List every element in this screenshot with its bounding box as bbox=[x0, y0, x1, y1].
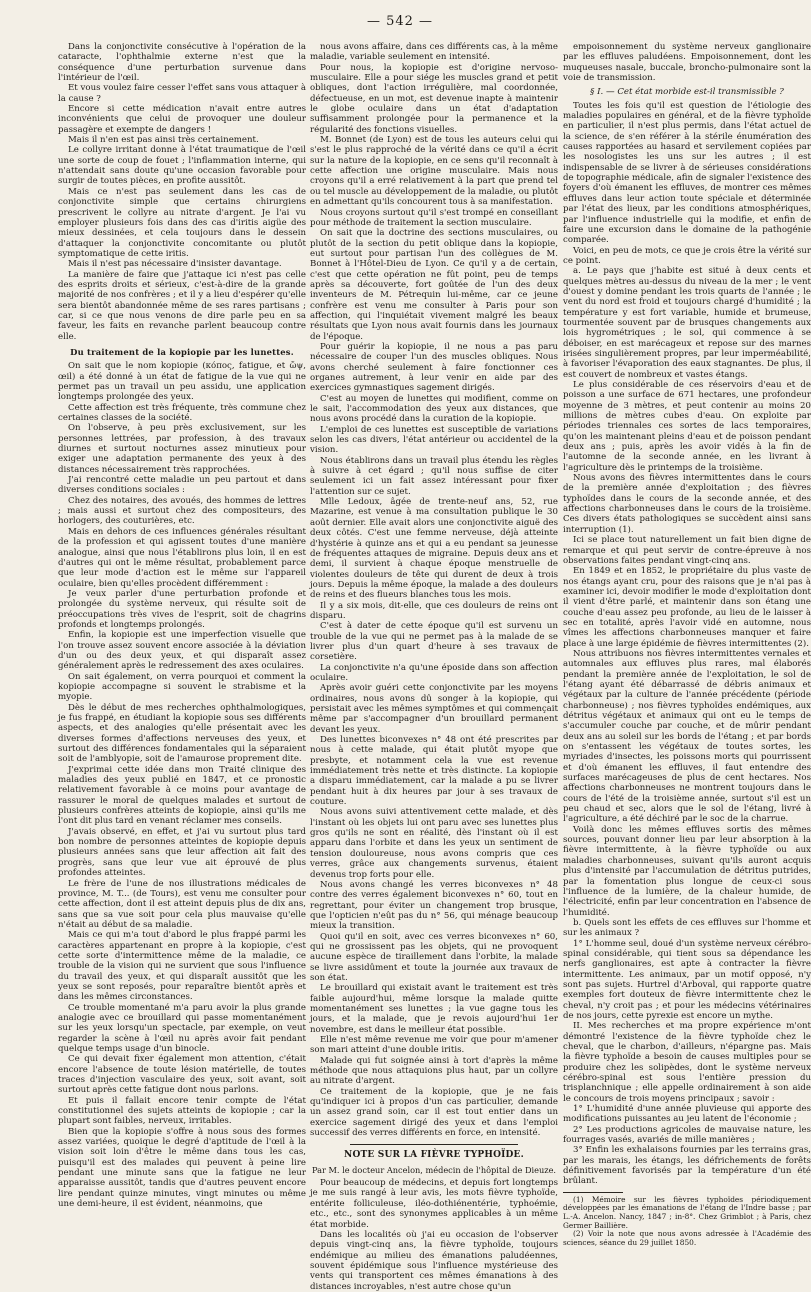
paragraph: Bien que la kopiopie s'offre à nous sous des formes assez variées, quoique le degré d'aptitude de l'œil à la vision soit loin d'être le même dans tous les cas, puisqu'il est des malades qui peuvent à peine lire pendant une minute sans que la fatigue ne leur apparaisse aussitôt, tandis que d'autres peuvent encore lire pendant quinze minutes, vingt minutes ou même une demi-heure, il est évident, néanmoins, que bbox=[58, 1126, 306, 1210]
paragraph: Le plus considérable de ces réservoirs d'eau et de poisson a une surface de 671 hectares, une profondeur moyenne de 3 mètres, et peut contenir au moins 20 millions de mètres cubes d'eau. On exploite par périodes triennales ces sortes de lacs temporaires, qu'on les maintenant pleins d'eau et de poisson pendant deux ans ; puis, après les avoir vidés à la fin de l'automne de la seconde année, en les livrant à l'agriculture dès le printemps de la troisième. bbox=[563, 380, 811, 473]
paragraph: 1° L'humidité d'une année pluvieuse qui apporte des modifications puissantes au jeu latent de l'économie ; bbox=[563, 1104, 811, 1125]
paragraph: Je veux parler d'une perturbation profonde et prolongée du système nerveux, qui résulte soit de préoccupations très vives de l'esprit, soit de chagrins profonds et longtemps prolongés. bbox=[58, 588, 306, 630]
page-number: — 542 — bbox=[366, 14, 434, 29]
section-divider bbox=[350, 1144, 518, 1145]
paragraph: Encore si cette médication n'avait entre autres inconvénients que celui de provoquer une douleur passagère et exempte de dangers ! bbox=[58, 104, 306, 135]
paragraph: Enfin, la kopiopie est une imperfection visuelle que l'on trouve assez souvent encore associée à la déviation d'un ou des deux yeux, et qui disparaît assez généralement après le redressement des axes oculaires. bbox=[58, 630, 306, 672]
paragraph: Voici, en peu de mots, ce que je crois être la vérité sur ce point. bbox=[563, 245, 811, 266]
footnotes bbox=[563, 1196, 811, 1248]
paragraph: Ce trouble momentané m'a paru avoir la plus grande analogie avec ce brouillard qui passe momentanément sur les yeux lorsqu'un spectacle, par exemple, on veut regarder la scène à l'œil nu après avoir fait pendant quelque temps usage d'un binocle. bbox=[58, 1002, 306, 1054]
paragraph: Il y a six mois, dit-elle, que ces douleurs de reins ont disparu. bbox=[310, 600, 558, 621]
paragraph: C'est au moyen de lunettes qui modifient, comme on le sait, l'accommodation des yeux aux distances, que nous avons procédé dans la curation de la kopiopie. bbox=[310, 393, 558, 425]
subsection-heading-transmissible: § I. — Cet état morbide est-il transmissible ? bbox=[590, 87, 784, 98]
paragraph: On l'observe, à peu près exclusivement, sur les personnes lettrées, par profession, à des travaux diurnes et surtout nocturnes assez minutieux pour exiger une adaptation permanente des yeux à des distances nécessairement très rapprochées. bbox=[58, 423, 306, 475]
paragraph: Malade qui fut soignée ainsi à tort d'après la même méthode que nous attaquions plus haut, par un collyre au nitrate d'argent. bbox=[310, 1055, 558, 1087]
paragraph: Mais ce qui m'a tout d'abord le plus frappé parmi les caractères appartenant en propre à la kopiopie, c'est cette sorte d'intermittence même de la maladie, ce trouble de la vision qui ne survient que sous l'influence du travail des yeux, et qui disparaît aussitôt que les yeux se sont reposés, pour reparaître bientôt après et dans les mêmes circonstances. bbox=[58, 930, 306, 1003]
section-heading-kopiopie: Du traitement de la kopiopie par les lunettes. bbox=[70, 346, 294, 357]
paragraph: On sait également, on verra pourquoi et comment la kopiopie accompagne si souvent le strabisme et la myopie. bbox=[58, 671, 306, 703]
paragraph: Dans la conjonctivite consécutive à l'opération de la cataracte, l'ophthalmie externe n'est que la conséquence d'une perturbation survenue dans l'intérieur de l'œil. bbox=[58, 42, 306, 84]
paragraph: Ce qui devait fixer également mon attention, c'était encore l'absence de toute lésion matérielle, de toutes traces d'injection vasculaire des yeux, soit avant, soit surtout après cette fatigue dont nous parlons. bbox=[58, 1054, 306, 1096]
paragraph: En 1849 et en 1852, le propriétaire du plus vaste de nos étangs ayant cru, pour des raisons que je n'ai pas à examiner ici, devoir modifier le mode d'exploitation dont il vient d'être parlé, et maintenir dans son étang une couche d'eau assez peu profonde, au lieu de le laisser à sec en totalité, après l'avoir vidé en automne, nous vîmes les affections charbonneuses manquer et faire place à une large épidémie de fièvres intermittentes (2). bbox=[563, 566, 811, 649]
paragraph: Après avoir guéri cette conjonctivite par les moyens ordinaires, nous avons dû songer à la kopiopie, qui persistait avec les mêmes symptômes et qui commençait même par s'accompagner d'un brouillard permanent devant les yeux. bbox=[310, 683, 558, 735]
paragraph: Mais ce n'est pas seulement dans les cas de conjonctivite simple que certains chirurgiens prescrivent le collyre au nitrate d'argent. Je l'ai vu employer plusieurs fois dans des cas d'iritis aigüe des mieux dessinées, et cela toujours dans le dessein d'attaquer la conjonctivite concomitante ou plutôt symptomatique de cette iritis. bbox=[58, 186, 306, 259]
column-left bbox=[58, 42, 306, 1210]
paragraph: empoisonnement du système nerveux ganglionaire par les effluves paludéens. Empoisonnement, dont les muqueuses nasale, buccale, broncho-pulmonaire sont la voie de transmission. bbox=[563, 42, 811, 84]
column-middle bbox=[310, 42, 558, 1292]
paragraph: (1) Mémoire sur les fièvres typhoïdes périodiquement développées par les émanations de l'étang de l'Indre basse ; par L.-A. Ancelon. Nancy, 1847 ; in-8°. Chez Grimblot ; à Paris, chez Germer Baillière. bbox=[563, 1194, 811, 1230]
paragraph: Nous établirons dans un travail plus étendu les règles à suivre à cet égard ; qu'il nous suffise de citer seulement ici un fait assez intéressant pour fixer l'attention sur ce sujet. bbox=[310, 455, 558, 497]
paragraph: Nous avons des fièvres intermittentes dans le cours de la première année d'exploitation ; des fièvres typhoïdes dans le cours de la seconde année, et des affections charbonneuses dans le cours de la troisième. Ces divers états pathologiques se succèdent ainsi sans interruption (1). bbox=[563, 473, 811, 535]
paragraph: On sait que la doctrine des sections musculaires, ou plutôt de la section du petit oblique dans la kopiopie, eut surtout pour partisan l'un des collègues de M. Bonnet à l'Hôtel-Dieu de Lyon. Ce qu'il y a de certain, c'est que cette opération ne fût point, peu de temps après sa découverte, fort goûtée de l'un des deux inventeurs de M. Pétrequin lui-même, car ce jeune confrère est venu me consulter à Paris pour son affection, qui l'inquiétait vivement malgré les beaux résultats que Lyon nous avait fournis dans les journaux de l'époque. bbox=[310, 228, 558, 342]
col1-top-text bbox=[58, 42, 306, 342]
paragraph: (2) Voir la note que nous avons adressée à l'Académie des sciences, séance du 29 juillet 1850. bbox=[563, 1229, 811, 1247]
paragraph: Mais il n'est pas nécessaire d'insister davantage. bbox=[68, 259, 282, 270]
paragraph: Pour nous, la kopiopie est d'origine nervoso-musculaire. Elle a pour siége les muscles grand et petit obliques, dont l'action irrégulière, mal coordonnée, défectueuse, en un mot, est devenue inapte à maintenir le globe oculaire dans un état d'adaptation suffisamment prolongée pour la permanence et la régularité des fonctions visuelles. bbox=[310, 62, 558, 135]
paragraph: Chez des notaires, des avoués, des hommes de lettres ; mais aussi et surtout chez des compositeurs, des horlogers, des couturières, etc. bbox=[58, 495, 306, 527]
paragraph: 1° L'homme seul, doué d'un système nerveux cérébro-spinal considérable, qui tient sous sa dépendance les nerfs ganglionaires, est apte à contracter la fièvre intermittente. Les animaux, par un motif opposé, n'y sont pas sujets. Hurtrel d'Arboval, qui rapporte quatre exemples fort douteux de fièvre intermittente chez le cheval, n'y croit pas ; et pour les médecins vétérinaires de nos jours, cette pyrexie est encore un mythe. bbox=[563, 938, 811, 1021]
paragraph: Le frère de l'une de nos illustrations médicales de province, M. T... (de Tours), est venu me consulter pour cette affection, dont il est atteint depuis plus de dix ans, sans que sa vue soit pour cela plus mauvaise qu'elle n'était au début de sa maladie. bbox=[58, 878, 306, 930]
paragraph: II. Mes recherches et ma propre expérience m'ont démontré l'existence de la fièvre typhoïde chez le cheval, que le charbon, d'ailleurs, n'épargne pas. Mais la fièvre typhoïde a besoin de causes multiples pour se produire chez les solipèdes, dont le système nerveux cérébro-spinal est sous l'entière pression du trisplanchnique ; elle appelle ordinairement à son aide le concours de trois moyens principaux ; savoir : bbox=[563, 1021, 811, 1104]
col3-top-text bbox=[563, 42, 811, 83]
paragraph: Nous avons changé les verres biconvexes n° 48 contre des verres également biconvexes n° 60, tout en regrettant, pour éviter un changement trop brusque, que l'opticien n'eût pas du n° 56, qui ménage beaucoup mieux la transition. bbox=[310, 879, 558, 932]
paragraph: La manière de faire que j'attaque ici n'est pas celle des esprits droits et sérieux, c'est-à-dire de la grande majorité de nos confrères ; et il y a lieu d'espérer qu'elle sera bientôt abandonnée même de ses rares partisans ; car, si ce que nous venons de dire parle peu en sa faveur, les faits en revanche parlent beaucoup contre elle. bbox=[58, 269, 306, 342]
column-right bbox=[563, 42, 811, 1247]
paragraph: Dans les localités où j'ai eu occasion de l'observer depuis vingt-cinq ans, la fièvre typhoïde, toujours endémique au milieu des émanations paludéennes, souvent épidémique sous l'influence mystérieuse des vents qui transportent ces mêmes émanations à des distances incroyables, n'est autre chose qu'un bbox=[310, 1229, 558, 1292]
paragraph: Et vous voulez faire cesser l'effet sans vous attaquer à la cause ? bbox=[58, 83, 306, 104]
paragraph: L'emploi de ces lunettes est susceptible de variations selon les cas divers, l'état antérieur ou accidentel de la vision. bbox=[310, 424, 558, 456]
paragraph: Toutes les fois qu'il est question de l'étiologie des maladies populaires en général, et de la fièvre typhoïde en particulier, il n'est plus permis, dans l'état actuel de la science, de s'en référer à la stérile énumération des causes rapportées au hasard et servilement copiées par les nosologistes les uns sur les autres ; il est indispensable de se livrer à de sérieuses considérations de topographie médicale, afin de signaler l'existence des foyers d'où émanent les effluves, de montrer ces mêmes effluves dans leur action toute spéciale et déterminée par l'état des lieux, par les conditions atmosphériques, par l'influence industrielle qui la modifie, et enfin de faire une excursion dans le domaine de la pathogénie comparée. bbox=[563, 100, 811, 246]
paragraph: Nous avons suivi attentivement cette malade, et dès l'instant où les objets lui ont paru avec ses lunettes plus gros qu'ils ne sont en réalité, dès l'instant où il est apparu dans l'orbite et dans les yeux un sentiment de tension douloureuse, nous avons compris que ces verres, grâce aux changements survenus, étaient devenus trop forts pour elle. bbox=[310, 807, 558, 880]
paragraph: Des lunettes biconvexes n° 48 ont été prescrites par nous à cette malade, qui était plutôt myope que presbyte, et notamment cela la vue est revenue immédiatement très nette et très distincte. La kopiopie a disparu immédiatement, car la malade a pu se livrer pendant huit à dix heures par jour à ses travaux de couture. bbox=[310, 735, 558, 808]
paragraph: Elle n'est même revenue me voir que pour m'amener son mari atteint d'une double iritis. bbox=[310, 1035, 558, 1056]
paragraph: Et puis il fallait encore tenir compte de l'état constitutionnel des sujets atteints de kopiopie ; car la plupart sont faibles, nerveux, irritables. bbox=[58, 1095, 306, 1127]
paragraph: 2° Les productions agricoles de mauvaise nature, les fourrages vasés, avariés de mille manières ; bbox=[563, 1124, 811, 1146]
paragraph: Mais en dehors de ces influences générales résultant de la profession et qui agissent toutes d'une manière analogue, ainsi que nous l'établirons plus loin, il en est d'autres qui ont le même résultat, probablement parce que leur mode d'action est le même sur l'appareil oculaire, bien qu'elles procèdent différemment : bbox=[58, 526, 306, 589]
paragraph: b. Quels sont les effets de ces effluves sur l'homme et sur les animaux ? bbox=[563, 917, 811, 939]
paragraph: nous avons affaire, dans ces différents cas, à la même maladie, variable seulement en intensité. bbox=[310, 42, 558, 63]
paragraph: Mais il n'en est pas ainsi très certainement. bbox=[68, 135, 259, 146]
paragraph: Pour beaucoup de médecins, et depuis fort longtemps je me suis rangé à leur avis, les mots fièvre typhoïde, entérite folliculeuse, iléo-dothiénentérie, typhoémie, etc., etc., sont des synonymes applicables à un même état morbide. bbox=[310, 1178, 558, 1230]
col2-body-text bbox=[310, 1178, 558, 1292]
paragraph: Voilà donc les mêmes effluves sortis des mêmes sources, pouvant donner lieu par leur absorption à la fièvre intermittente, à la fièvre typhoïde ou aux maladies charbonneuses, suivant qu'ils auront acquis plus d'intensité par l'accumulation de détritus putrides, par la fomentation plus longue de ceux-ci sous l'influence de la lumière, de la chaleur humide, de l'électricité, enfin par leur concentration en l'absence de l'humidité. bbox=[563, 824, 811, 918]
paragraph: M. Bonnet (de Lyon) est de tous les auteurs celui qui s'est le plus rapproché de la vérité dans ce qu'il a écrit sur la nature de la kopiopie, en ce sens qu'il reconnaît à cette affection une origine musculaire. Mais nous croyons qu'il a erré relativement à la part que prend tel ou tel muscle au développement de la maladie, ou plutôt en admettant qu'ils concourent tous à sa manifestation. bbox=[310, 135, 558, 208]
footnote-divider bbox=[563, 1192, 623, 1193]
paragraph: Le brouillard qui existait avant le traitement est très faible aujourd'hui, même lorsque la malade quitte momentanément ses lunettes ; la vue gagne tous les jours, et la malade, que je revois aujourd'hui 1er novembre, est dans le meilleur état possible. bbox=[310, 983, 558, 1035]
paragraph: On sait que le nom kopiopie (κόπος, fatigue, et ὤψ, œil) a été donné à un état de fatigue de la vue qui ne permet pas un travail un peu assidu, une application longtemps prolongée des yeux. bbox=[58, 361, 306, 403]
paragraph: J'avais observé, en effet, et j'ai vu surtout plus tard bon nombre de personnes atteintes de kopiopie depuis plusieurs années sans que leur affection ait fait des progrès, sans que leur vue ait éprouvé de plus profondes atteintes. bbox=[58, 826, 306, 879]
paragraph: 3° Enfin les exhalaisons fournies par les terrains gras, par les marais, les étangs, les défrichements de forêts définitivement favorisés par la température d'un été brûlant. bbox=[563, 1145, 811, 1187]
paragraph: Nous attribuons nos fièvres intermittentes vernales et automnales aux effluves plus rares, mal élaborés pendant la première année de l'exploitation, le sol de l'étang ayant été débarrassé de débris animaux et végétaux par la culture de l'année précédente (période charbonneuse) ; nos fièvres typhoïdes endémiques, aux détritus végétaux et animaux qui ont eu le temps de s'accumuler couche par couche, et de mûrir pendant deux ans au soleil sur les bords de l'étang ; et par bords on s'entassent les végétaux de toutes sortes, les myriades d'insectes, les poissons morts qui pourrissent et d'où émanent les effluves, il faut entendre des surfaces marécageuses de plus de cent hectares. Nos affections charbonneuses ne montrent toujours dans le cours de l'été de la troisième année, surtout s'il est un peu chaud et sec, alors que le sol de l'étang, livré à l'agriculture, a été déchiré par le soc de la charrue. bbox=[563, 648, 811, 825]
paragraph: Ce traitement de la kopiopie, que je ne fais qu'indiquer ici à propos d'un cas particulier, demande un assez grand soin, car il est tout entier dans un exercice sagement dirigé des yeux et dans l'emploi successif des verres différents en force, en intensité. bbox=[310, 1086, 558, 1139]
paragraph: Pour guérir la kopiopie, il ne nous a pas paru nécessaire de couper l'un des muscles obliques. Nous avons cherché seulement à faire fonctionner ces organes autrement, à leur venir en aide par des exercices gymnastiques sagement dirigés. bbox=[310, 341, 558, 394]
col2-top-text bbox=[310, 42, 558, 1138]
paragraph: Quoi qu'il en soit, avec ces verres biconvexes n° 60, qui ne grossissent pas les objets, qui ne provoquent aucune espèce de tiraillement dans l'orbite, la malade se livre assidûment et toute la journée aux travaux de son état. bbox=[310, 931, 558, 983]
paragraph: Mlle Ledoux, âgée de trente-neuf ans, 52, rue Mazarine, est venue à ma consultation publique le 30 août dernier. Elle avait alors une conjonctivite aiguë des deux côtés. C'est une femme nerveuse, déjà atteinte d'hystérie à quinze ans et qui a eu pendant sa jeunesse de fréquentes attaques de migraine. Depuis deux ans et demi, il survient à chaque époque menstruelle de violentes douleurs de tête qui durent de deux à trois jours. Depuis la même époque, la malade a des douleurs de reins et des flueurs blanches tous les mois. bbox=[310, 497, 558, 601]
paragraph: C'est à dater de cette époque qu'il est survenu un trouble de la vue qui ne permet pas à la malade de se livrer plus d'un quart d'heure à ses travaux de corsetière. bbox=[310, 621, 558, 663]
paragraph: J'exprimai cette idée dans mon Traité clinique des maladies des yeux publié en 1847, et ce pronostic relativement favorable à ce moins pour avantage de rassurer le moral de quelques malades et surtout de plusieurs confrères atteints de kopiopie, ainsi qu'ils me l'ont dit plus tard en venant réclamer mes conseils. bbox=[58, 764, 306, 827]
section-heading-fievre-typhoide: NOTE SUR LA FIÈVRE TYPHOÏDE. bbox=[344, 1150, 524, 1161]
col1-body-text bbox=[58, 361, 306, 1209]
author-byline: Par M. le docteur Ancelon, médecin de l'hôpital de Dieuze. bbox=[311, 1164, 557, 1175]
paragraph: La conjonctivite n'a qu'une époside dans son affection oculaire. bbox=[310, 662, 558, 683]
paragraph: Ici se place tout naturellement un fait bien digne de remarque et qui peut servir de contre-épreuve à nos observations faites pendant vingt-cinq ans. bbox=[563, 535, 811, 566]
col3-body-text bbox=[563, 101, 811, 1187]
paragraph: Nous croyons surtout qu'il s'est trompé en conseillant pour méthode de traitement la section musculaire. bbox=[310, 207, 558, 228]
paragraph: Cette affection est très fréquente, très commune chez certaines classes de la société. bbox=[58, 402, 306, 424]
paragraph: J'ai rencontré cette maladie un peu partout et dans diverses conditions sociales : bbox=[58, 475, 306, 496]
paragraph: a. Le pays que j'habite est situé à deux cents et quelques mètres au-dessus du niveau de la mer ; le vent d'ouest y domine pendant les trois quarts de l'année ; le vent du nord est froid et toujours chargé d'humidité ; la température y est fort variable, humide et brumeuse, tourmentée souvent par de brusques changements aux lois hygrométriques ; le sol, qui commence à se déboiser, en est marécageux et repose sur des marnes irisées singulièrement propres, par leur imperméabilité, à favoriser l'évaporation des eaux stagnantes. De plus, il est couvert de nombreux et vastes étangs. bbox=[563, 266, 811, 380]
paragraph: Le collyre irritant donne à l'état traumatique de l'œil une sorte de coup de fouet ; l'inflammation interne, qui n'attendait sans doute qu'une occasion favorable pour surgir de toutes pièces, en profite aussitôt. bbox=[58, 145, 306, 187]
paragraph: Dès le début de mes recherches ophthalmologiques, je fus frappé, en étudiant la kopiopie sous ses différents aspects, et des analogies qu'elle présentait avec les diverses formes d'affections nerveuses des yeux, et surtout des différences fondamentales qui la séparaient soit de l'amblyopie, soit de l'amaurose proprement dite. bbox=[58, 702, 306, 765]
